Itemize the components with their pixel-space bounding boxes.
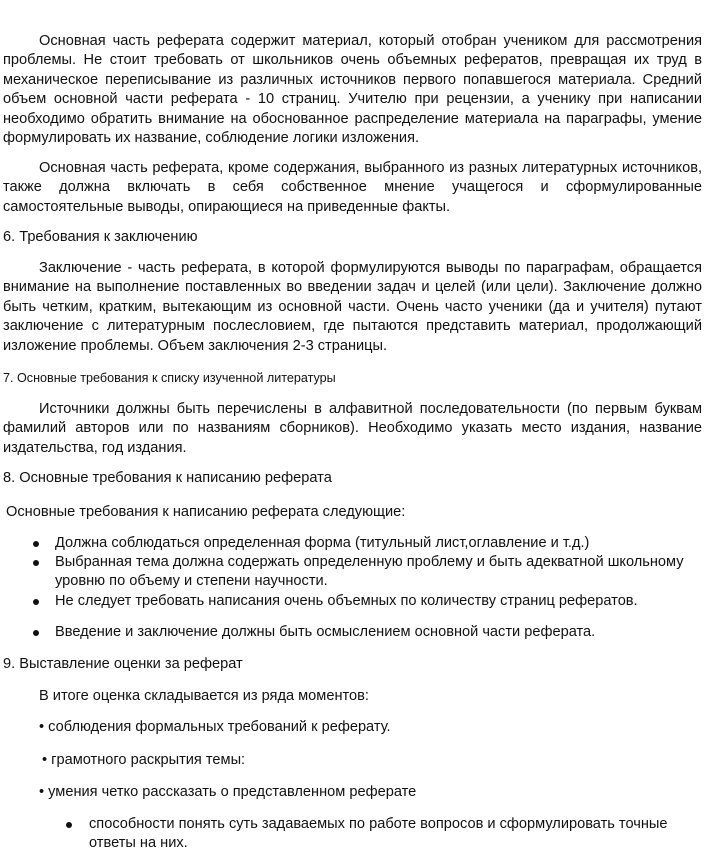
bullet-icon	[33, 560, 39, 566]
heading-conclusion-requirements: 6. Требования к заключению	[3, 229, 198, 245]
heading-literature-requirements: 7. Основные требования к списку изученной литературы	[3, 371, 336, 385]
list-item-text: Не следует требовать написания очень объемных по количеству страниц рефератов.	[55, 593, 638, 609]
intro-writing-requirements: Основные требования к написанию реферата следующие:	[6, 504, 406, 520]
paragraph-sources: Источники должны быть перечислены в алфавитной последовательности (по первым буквам фамилий авторов или по названиям сборников). Необходимо указать место издания, название издательства, год издания.	[3, 401, 702, 456]
bullet-icon	[33, 630, 39, 636]
paragraph-main-part: Основная часть реферата содержит материал, который отобран учеником для рассмотрения проблемы. Не стоит требовать от школьников очень объемных рефератов, превращая их труд в механическое переписывание из различных источников первого попавшегося материала. Средний объем основной части реферата - 10 страниц. Учителю при рецензии, а ученику при написании необходимо обратить внимание на обоснованное распределение материала на параграфы, умение формулировать их название, соблюдение логики изложения.	[3, 33, 702, 147]
paragraph-main-part-opinion: Основная часть реферата, кроме содержания, выбранного из разных литературных источников, также должна включать в себя собственное мнение учащегося и сформулированные самостоятельные выводы, опирающиеся на приведенные факты.	[3, 160, 702, 215]
list-item-text: Выбранная тема должна содержать определенную проблему и быть адекватной школьному уровню по объему и степени научности.	[55, 554, 684, 590]
paragraph-conclusion: Заключение - часть реферата, в которой формулируются выводы по параграфам, обращается внимание на выполнение поставленных во введении задач и целей (или цели). Заключение должно быть четким, кратким, вытекающим из основной части. Очень часто ученики (да и учителя) путают заключение с литературным послесловием, где пытаются представить материал, продолжающий изложение проблемы. Объем заключения 2-3 страницы.	[3, 260, 702, 354]
list-item-text: Введение и заключение должны быть осмыслением основной части реферата.	[55, 624, 596, 640]
intro-grading: В итоге оценка складывается из ряда моментов:	[39, 688, 369, 704]
bullet-icon	[33, 599, 39, 605]
bullet-icon	[66, 822, 72, 828]
bullet-icon	[33, 541, 39, 547]
heading-writing-requirements: 8. Основные требования к написанию реферата	[3, 470, 332, 486]
moment-item: • умения четко рассказать о представленном реферате	[39, 784, 417, 800]
moment-item: • грамотного раскрытия темы:	[42, 752, 246, 768]
list-item-text: способности понять суть задаваемых по работе вопросов и сформулировать точные ответы на них.	[89, 816, 668, 852]
list-item-text: Должна соблюдаться определенная форма (титульный лист,оглавление и т.д.)	[55, 535, 590, 551]
moment-item: • соблюдения формальных требований к реферату.	[39, 719, 391, 735]
heading-grading: 9. Выставление оценки за реферат	[3, 656, 243, 672]
